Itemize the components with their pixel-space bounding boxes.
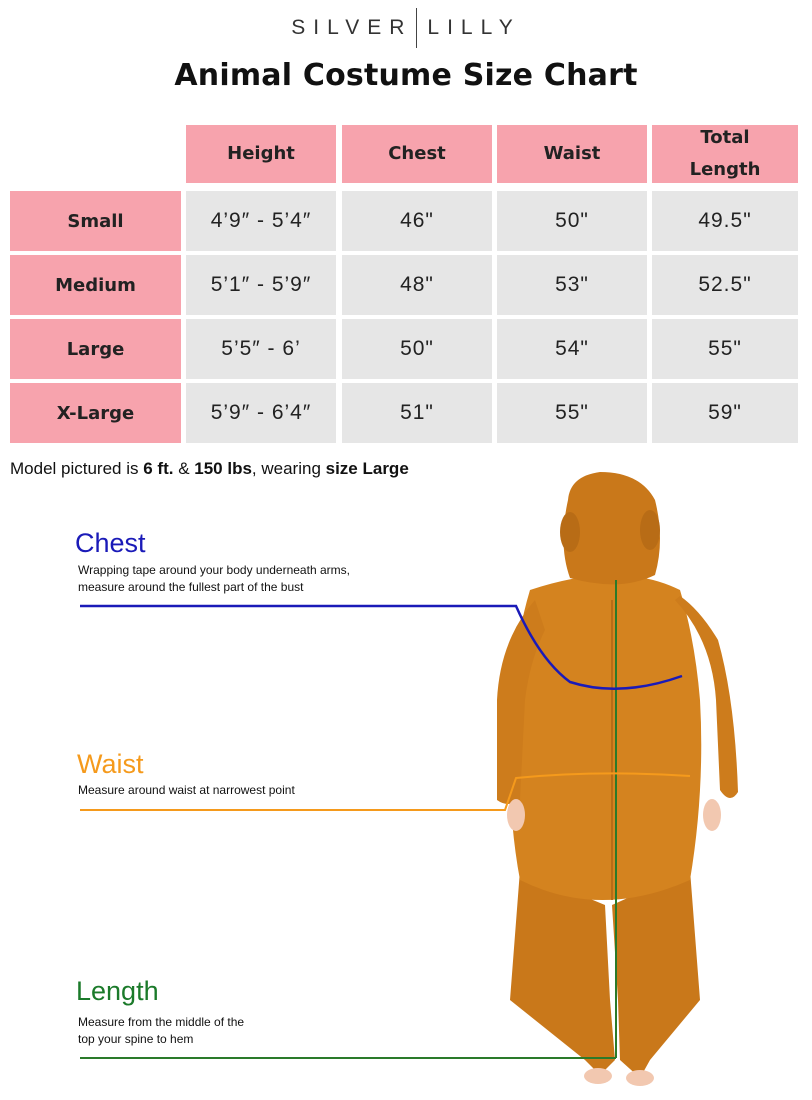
row-header-size: Large [10, 319, 181, 379]
model-note-prefix: Model pictured is [10, 459, 144, 478]
costume-illustration [497, 472, 738, 1086]
table-cell-chest: 48" [342, 255, 492, 315]
column-header-waist: Waist [497, 125, 647, 183]
table-cell-waist: 53" [497, 255, 647, 315]
waist-guide-title: Waist [77, 749, 144, 779]
table-cell-waist: 50" [497, 191, 647, 251]
table-cell-height: 5’5″ - 6’ [186, 319, 336, 379]
page-title: Animal Costume Size Chart [174, 58, 638, 93]
table-cell-length: 52.5" [652, 255, 798, 315]
table-cell-chest: 51" [342, 383, 492, 443]
table-cell-length: 49.5" [652, 191, 798, 251]
column-header-chest: Chest [342, 125, 492, 183]
table-cell-waist: 54" [497, 319, 647, 379]
table-cell-length: 55" [652, 319, 798, 379]
waist-guide-desc: Measure around waist at narrowest point [78, 783, 295, 797]
model-weight: 150 lbs [194, 459, 252, 478]
brand-left: SILVER [291, 16, 413, 39]
column-header-height: Height [186, 125, 336, 183]
row-header-size: Small [10, 191, 181, 251]
table-cell-height: 4’9″ - 5’4″ [186, 191, 336, 251]
row-header-size: X-Large [10, 383, 181, 443]
table-cell-chest: 46" [342, 191, 492, 251]
column-header-length: Total Length [652, 125, 798, 183]
table-cell-height: 5’1″ - 5’9″ [186, 255, 336, 315]
length-guide-desc: Measure from the middle of the top your spine to hem [78, 1015, 245, 1046]
model-note-amp: & [173, 459, 195, 478]
model-height: 6 ft. [143, 459, 174, 478]
table-cell-waist: 55" [497, 383, 647, 443]
table-cell-height: 5’9″ - 6’4″ [186, 383, 336, 443]
table-cell-length: 59" [652, 383, 798, 443]
row-header-size: Medium [10, 255, 181, 315]
chest-guide-desc: Wrapping tape around your body underneath arms, measure around the fullest part of the bust [78, 563, 350, 594]
chest-guide-title: Chest [75, 528, 146, 558]
table-cell-chest: 50" [342, 319, 492, 379]
model-note-middle: , wearing [251, 459, 326, 478]
model-size: size Large [325, 459, 409, 478]
length-guide-title: Length [76, 976, 159, 1006]
brand-right: LILLY [427, 16, 521, 39]
